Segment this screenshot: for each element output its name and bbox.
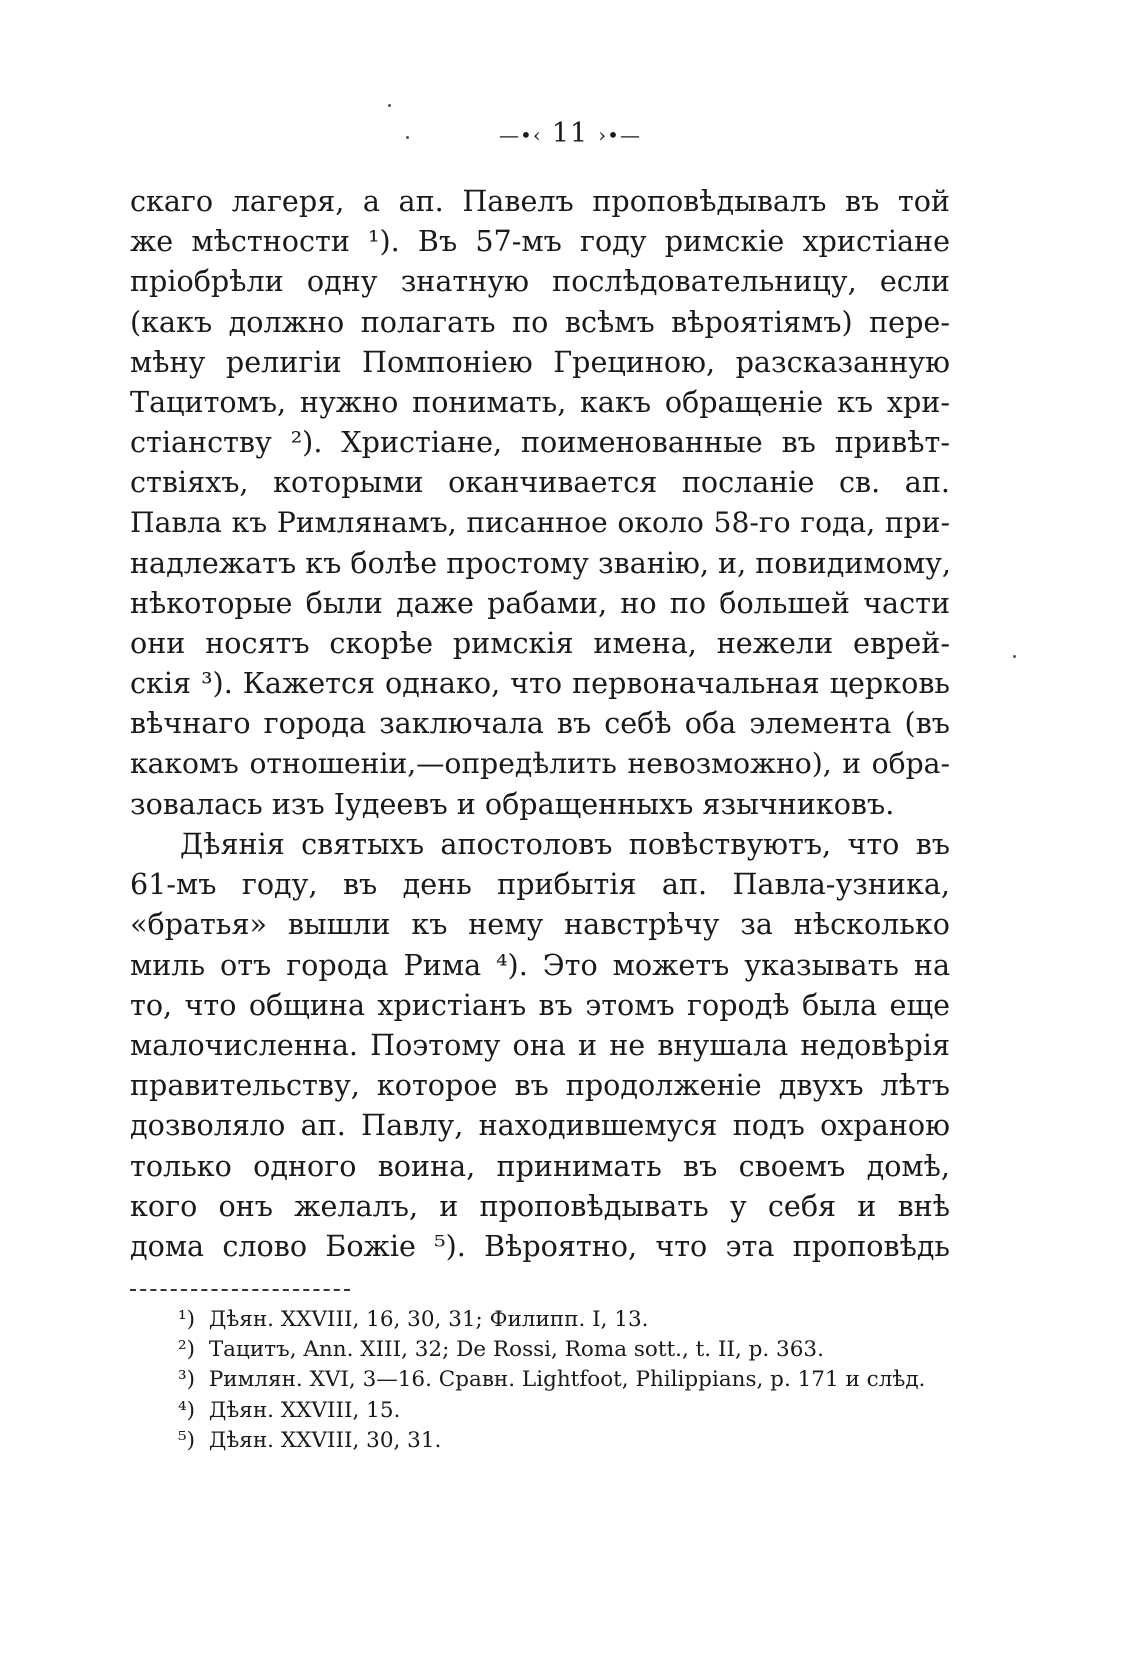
text-line: Дѣянія святыхъ апостоловъ повѣствуютъ, что въ (180, 827, 950, 861)
footnote (178, 1305, 978, 1335)
text-line: зовалась изъ Іудеевъ и обращенныхъ язычниковъ. (130, 786, 895, 821)
text-line: «братья» вышли къ нему навстрѣчу за нѣсколько (130, 907, 950, 942)
footnote-mark: ²) (178, 1337, 196, 1363)
footnote-mark: ³) (178, 1367, 196, 1393)
text-line: 61-мъ году, въ день прибытія ап. Павла-узника, (130, 867, 950, 902)
page-number-value: 11 (551, 118, 589, 149)
body-text (130, 181, 950, 1266)
text-line: малочисленна. Поэтому она и не внушала недовѣрія (130, 1027, 950, 1062)
text-line: (какъ должно полагать по всѣмъ вѣроятіямъ) пере- (130, 304, 950, 339)
footnote-text: Римлян. XVI, 3—16. Сравн. Lightfoot, Philippians, p. 171 и слѣд. (208, 1367, 926, 1393)
text-line: дозволяло ап. Павлу, находившемуся подъ охраною (130, 1108, 950, 1143)
text-line: кого онъ желалъ, и проповѣдывать у себя и внѣ (130, 1188, 950, 1223)
speck (388, 104, 391, 107)
text-line: Павла къ Римлянамъ, писанное около 58-го года, при- (130, 505, 950, 539)
text-line: какомъ отношеніи,—опредѣлить невозможно), и обра- (130, 746, 950, 780)
footnote-rule (130, 1289, 350, 1291)
footnote (178, 1365, 978, 1395)
text-line: же мѣстности ¹). Въ 57-мъ году римскіе христіане (130, 224, 950, 259)
text-line: то, что община христіанъ въ этомъ городѣ была еще (130, 987, 950, 1022)
footnote-text: Дѣян. XXVIII, 16, 30, 31; Филипп. I, 13. (208, 1307, 649, 1332)
footnote (178, 1426, 978, 1456)
footnote-mark: ⁴) (178, 1397, 196, 1423)
text-line: только одного воина, принимать въ своемъ домѣ, (130, 1148, 950, 1183)
text-line: пріобрѣли одну знатную послѣдовательницу, если (130, 264, 950, 299)
footnote-text: Дѣян. XXVIII, 15. (208, 1397, 401, 1423)
text-line: стіанству ²). Христіане, поименованные въ привѣт- (130, 425, 950, 460)
text-line: миль отъ города Рима ⁴). Это можетъ указывать на (130, 947, 950, 982)
text-line: скія ³). Кажется однако, что первоначальная церковь (130, 666, 950, 701)
footnote-text: Дѣян. XXVIII, 30, 31. (208, 1427, 442, 1453)
text-line: нѣкоторые были даже рабами, но по большей части (130, 585, 950, 620)
footnote-mark: ¹) (178, 1307, 196, 1332)
text-line: скаго лагеря, а ап. Павелъ проповѣдывалъ въ той (130, 184, 950, 218)
text-line: дома слово Божіе ⁵). Вѣроятно, что эта проповѣдь (130, 1228, 950, 1263)
text-line: Тацитомъ, нужно понимать, какъ обращеніе къ хри- (130, 384, 950, 419)
page-number (0, 118, 1140, 149)
footnotes (178, 1305, 978, 1456)
text-line: ствіяхъ, которыми оканчивается посланіе св. ап. (130, 465, 950, 500)
text-line: мѣну религіи Помпоніею Грециною, разсказанную (130, 344, 950, 379)
text-line: правительству, которое въ продолженіе двухъ лѣтъ (130, 1068, 950, 1103)
text-line: вѣчнаго города заключала въ себѣ оба элемента (въ (130, 706, 950, 741)
footnote-mark: ⁵) (178, 1427, 196, 1453)
ornament-right: ›•— (598, 123, 641, 147)
ornament-left: —•‹ (499, 123, 542, 147)
footnote-text: Тацитъ, Ann. XIII, 32; De Rossi, Roma sott., t. II, p. 363. (208, 1337, 824, 1363)
footnote (178, 1396, 978, 1426)
text-line: они носятъ скорѣе римскія имена, нежели еврей- (130, 626, 950, 661)
speck (1013, 655, 1016, 658)
text-line: надлежатъ къ болѣе простому званію, и, повидимому, (130, 545, 951, 580)
footnote (178, 1335, 978, 1365)
